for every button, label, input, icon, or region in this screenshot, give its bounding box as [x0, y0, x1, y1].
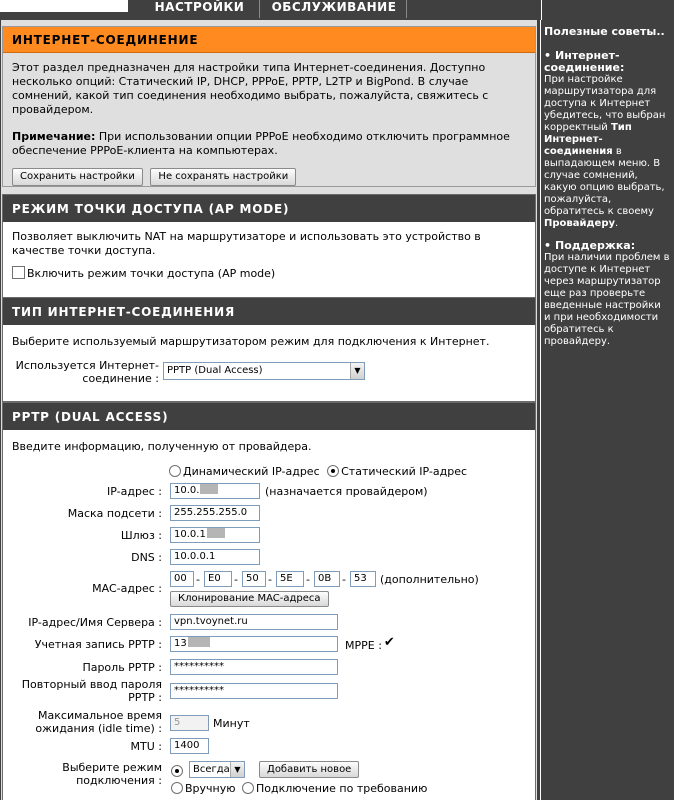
mode-always-radio[interactable] — [171, 765, 183, 777]
subnet-mask-label: Маска подсети : — [67, 507, 162, 520]
ap-mode-title: РЕЖИМ ТОЧКИ ДОСТУПА (AP MODE) — [3, 195, 535, 222]
bullet-icon: • — [544, 239, 552, 252]
mppe-label: MPPE : — [345, 639, 382, 652]
hints-top-strip — [541, 0, 674, 20]
connection-type-select[interactable] — [163, 362, 365, 380]
mode-on-demand-label: Подключение по требованию — [256, 782, 428, 795]
mac-octet-6[interactable]: 53 — [350, 571, 376, 587]
note-label: Примечание: — [12, 130, 96, 143]
gateway-input[interactable] — [170, 527, 260, 543]
connect-mode-label-line2: подключения : — [76, 774, 162, 787]
gateway-value: 10.0.1 — [174, 529, 206, 540]
idle-time-label — [12, 709, 162, 735]
idle-time-input[interactable]: 5 — [170, 715, 209, 731]
pptp-password-label: Пароль PPTP : — [82, 661, 162, 674]
ap-mode-description: Позволяет выключить NAT на маршрутизаторе и использовать это устройство в качестве точки доступа. — [12, 230, 481, 257]
subnet-mask-input[interactable]: 255.255.255.0 — [170, 505, 260, 521]
connection-type-label — [13, 359, 159, 385]
mac-octet-3[interactable]: 50 — [242, 571, 266, 587]
pptp-account-value: 13 — [174, 638, 187, 649]
chevron-down-icon: ▼ — [350, 363, 364, 379]
connection-type-label-line2: соединение : — [82, 372, 159, 385]
pptp-description: Введите информацию, полученную от провайдера. — [12, 440, 312, 453]
nav-tab-service[interactable]: ОБСЛУЖИВАНИЕ — [262, 0, 407, 18]
static-ip-radio[interactable] — [327, 465, 339, 477]
connect-mode-label — [12, 761, 162, 787]
mac-sep: - — [234, 573, 238, 586]
redacted-block — [188, 637, 210, 647]
connection-type-label-line1: Используется Интернет- — [15, 359, 159, 372]
top-nav — [0, 0, 540, 20]
ap-mode-checkbox-label: Включить режим точки доступа (AP mode) — [27, 267, 276, 280]
mode-always-select[interactable] — [189, 761, 245, 778]
mode-manual-label: Вручную — [185, 782, 236, 795]
mac-address-note: (дополнительно) — [380, 573, 479, 586]
hints-title: Полезные советы.. — [544, 25, 665, 38]
pptp-password-input[interactable]: ********** — [170, 659, 338, 675]
pptp-repassword-label — [12, 678, 162, 704]
nav-tab-settings[interactable]: НАСТРОЙКИ — [140, 0, 260, 18]
bullet-icon: • — [544, 49, 552, 62]
idle-time-label-line2: ожидания (idle time) : — [35, 722, 162, 735]
server-input[interactable]: vpn.tvoynet.ru — [170, 614, 338, 630]
mac-octet-5[interactable]: 0B — [314, 571, 340, 587]
internet-connection-title: ИНТЕРНЕТ-СОЕДИНЕНИЕ — [3, 27, 535, 53]
internet-connection-section — [2, 26, 536, 187]
hint-internet-title: Интернет-соединение: — [544, 49, 625, 74]
mode-row-2 — [171, 782, 427, 795]
pptp-account-input[interactable] — [170, 636, 338, 652]
clone-mac-button[interactable]: Клонирование MAC-адреса — [170, 591, 329, 607]
idle-time-unit: Минут — [213, 717, 250, 730]
connection-type-title: ТИП ИНТЕРНЕТ-СОЕДИНЕНИЯ — [3, 298, 535, 325]
mppe-checkbox[interactable] — [384, 638, 397, 651]
connection-type-selected: PPTP (Dual Access) — [167, 365, 263, 376]
ap-mode-section — [2, 194, 536, 308]
mode-manual-radio[interactable] — [171, 782, 183, 794]
chevron-down-icon: ▼ — [230, 762, 244, 777]
hint-internet-bold-type: Тип Интернет-соединения — [544, 122, 632, 157]
save-settings-button[interactable]: Сохранить настройки — [12, 168, 143, 186]
connect-mode-label-line1: Выберите режим — [62, 761, 162, 774]
mac-octet-1[interactable]: 00 — [170, 571, 194, 587]
mode-always-value: Всегда — [193, 764, 230, 775]
dynamic-ip-radio[interactable] — [169, 465, 181, 477]
ip-address-value: 10.0. — [174, 485, 200, 496]
dns-label: DNS : — [131, 551, 162, 564]
hint-internet-text-b: в выпадающем меню. В случае сомнений, какую опцию выбрать, пожалуйста, обратитесь к своему — [544, 146, 665, 217]
note-text: При использовании опции PPPoE необходимо отключить программное обеспечение PPPoE-клиента на компьютерах. — [12, 130, 510, 157]
pptp-section — [2, 402, 536, 800]
dont-save-settings-button[interactable]: Не сохранять настройки — [150, 168, 296, 186]
idle-time-label-line1: Максимальное время — [38, 709, 162, 722]
dynamic-ip-label: Динамический IP-адрес — [183, 465, 320, 478]
ip-address-label: IP-адрес : — [107, 485, 162, 498]
ap-mode-checkbox[interactable] — [12, 266, 25, 279]
mac-address-label: MAC-адрес : — [92, 582, 162, 595]
mac-sep: - — [268, 573, 272, 586]
hints-panel — [540, 20, 674, 800]
add-new-button[interactable]: Добавить новое — [259, 761, 359, 778]
hint-internet-text-a: При настройке маршрутизатора для доступа к Интернет убедитесь, что выбран корректный — [544, 74, 666, 133]
hint-support-heading — [544, 240, 670, 252]
pptp-repassword-label-line2: PPTP : — [128, 691, 162, 704]
mtu-input[interactable]: 1400 — [170, 738, 209, 754]
pptp-repassword-label-line1: Повторный ввод пароля — [21, 678, 162, 691]
note — [12, 130, 526, 158]
ip-address-note: (назначается провайдером) — [265, 485, 428, 498]
connection-type-section — [2, 297, 536, 402]
redacted-block — [200, 484, 218, 494]
internet-connection-description: Этот раздел предназначен для настройки типа Интернет-соединения. Доступно несколько опций: Статический IP, DHCP, PPPoE, PPTP, L2TP и BigPond. В случае сомнений, какой тип соединения необходимо выбрать, пожалуйста, свяжитесь с провайдером. — [12, 61, 489, 116]
mac-sep: - — [342, 573, 346, 586]
mode-on-demand-radio[interactable] — [242, 782, 254, 794]
main-content — [1, 20, 537, 800]
hint-internet-heading — [544, 50, 670, 74]
connection-type-description: Выберите используемый маршрутизатором режим для подключения к Интернет. — [12, 335, 490, 348]
mtu-label: MTU : — [130, 740, 162, 753]
hint-internet-text — [544, 74, 670, 230]
mppe-row — [345, 638, 399, 652]
static-ip-label: Статический IP-адрес — [341, 465, 468, 478]
server-label: IP-адрес/Имя Сервера : — [28, 616, 162, 629]
pptp-account-label: Учетная запись PPTP : — [34, 638, 162, 651]
ip-type-row — [169, 465, 467, 478]
dns-input[interactable]: 10.0.0.1 — [170, 549, 260, 565]
mac-octet-2[interactable]: E0 — [204, 571, 232, 587]
hint-support-text: При наличии проблем в доступе к Интернет через маршрутизатор еще раз проверьте введенные настройки и при необходимости обратитесь к провайдеру. — [544, 252, 670, 347]
hint-support-title: Поддержка: — [555, 239, 636, 252]
gateway-label: Шлюз : — [120, 529, 162, 542]
mac-sep: - — [306, 573, 310, 586]
nav-tab-left[interactable] — [0, 0, 130, 12]
hint-internet-bold-provider: Провайдеру — [544, 218, 616, 229]
pptp-repassword-input[interactable]: ********** — [170, 683, 338, 699]
ip-address-input[interactable] — [170, 483, 260, 499]
redacted-block — [207, 528, 225, 538]
hint-internet-text-c: . — [615, 218, 619, 229]
pptp-title: PPTP (DUAL ACCESS) — [3, 403, 535, 430]
mac-octet-4[interactable]: 5E — [276, 571, 304, 587]
mac-sep: - — [196, 573, 200, 586]
